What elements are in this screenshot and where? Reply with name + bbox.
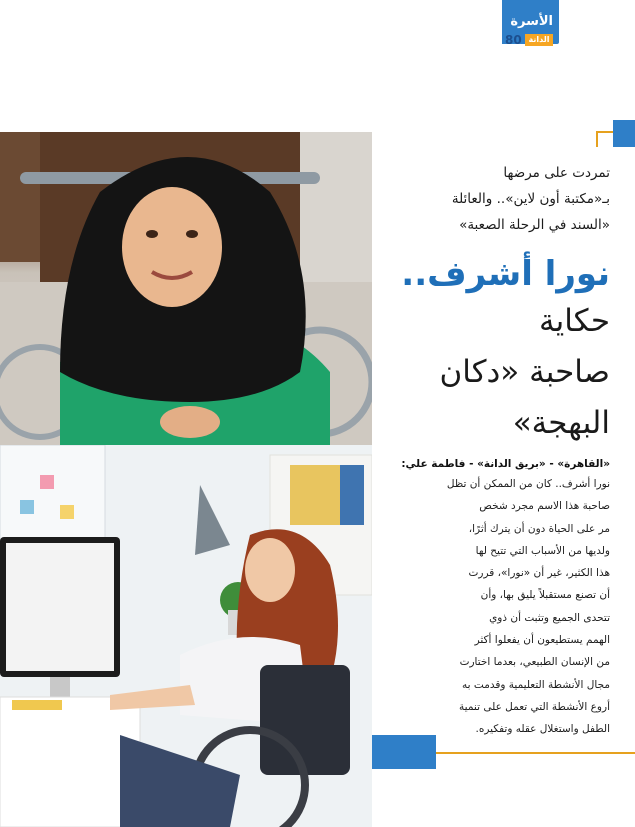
page-number: 80 xyxy=(505,33,522,47)
body-line: أن تصنع مستقبلاً يليق بها، وأن xyxy=(480,589,610,602)
heading-line: صاحبة «دكان xyxy=(439,354,610,390)
body-line: تتحدى الجميع وتثبت أن ذوي xyxy=(489,611,610,624)
section-label: الأسرة xyxy=(510,14,553,29)
subtitle-line: بـ«مكتبة أون لاين».. والعائلة xyxy=(451,191,610,207)
body-line: مر على الحياة دون أن يترك أثرًا، xyxy=(468,522,610,535)
photo-office xyxy=(0,445,372,827)
heading-line: حكاية xyxy=(539,303,610,339)
body-line: ولديها من الأسباب التي تتيح لها xyxy=(475,544,610,557)
body-line: هذا الكثير، غير أن «نورا»، قررت xyxy=(468,567,610,580)
heading-line: البهجة» xyxy=(512,405,610,441)
subtitle xyxy=(378,160,610,238)
portrait-illustration xyxy=(0,132,372,445)
article-column xyxy=(378,160,610,741)
body-line: من الإنسان الطبيعي، بعدما اختارت xyxy=(459,656,610,669)
body-line: أروع الأنشطة التي تعمل على تنمية xyxy=(459,700,610,713)
article-title: نورا أشرف.. xyxy=(401,254,610,294)
article-body xyxy=(378,473,610,741)
subtitle-line: تمردت على مرضها xyxy=(503,165,610,181)
body-line: مجال الأنشطة التعليمية وقدمت به xyxy=(462,678,610,691)
body-line: الهمم يستطيعون أن يفعلوا أكثر xyxy=(474,634,610,647)
body-line: صاحبة هذا الاسم مجرد شخص xyxy=(479,500,610,513)
subtitle-line: «السند في الرحلة الصعبة» xyxy=(459,217,610,233)
magazine-logo: الدانة xyxy=(525,34,553,46)
byline: «القاهرة» - «بريق الدانة» - فاطمة علي: xyxy=(401,458,610,470)
body-line: نورا أشرف.. كان من الممكن أن تظل xyxy=(446,478,610,490)
section-header xyxy=(502,0,559,47)
blue-corner-accent xyxy=(613,120,635,147)
photo-portrait xyxy=(0,132,372,445)
office-illustration xyxy=(0,445,372,827)
body-line: الطفل واستغلال عقله وتفكيره. xyxy=(475,723,610,736)
article-heading xyxy=(378,296,610,449)
